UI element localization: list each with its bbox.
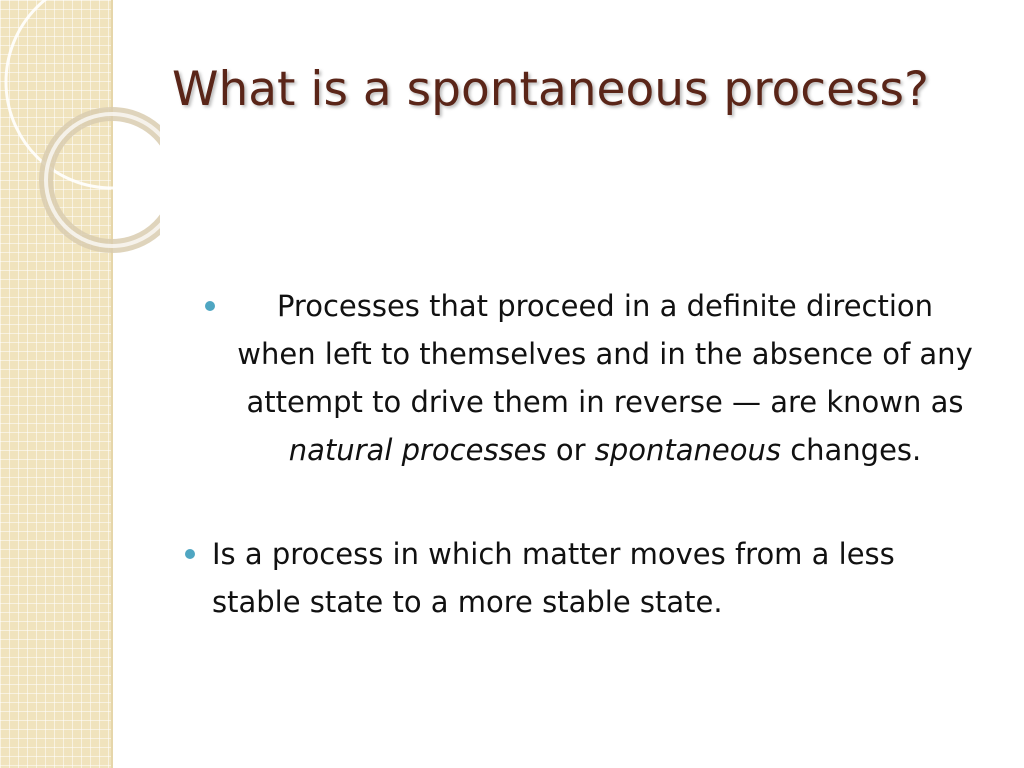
bullet-1-text-before: Processes that proceed in a definite direction when left to themselves and in the absence of any attempt to drive them in reverse — are known as [237,289,973,419]
bullet-marker-icon [205,301,215,311]
bullet-1-text-after: changes. [780,433,922,467]
bullet-marker-icon [185,549,195,559]
decorative-ring-large [6,0,160,188]
bullet-item-2: Is a process in which matter moves from a less stable state to a more stable state. [212,537,895,619]
decorative-ring-small-highlight [46,114,160,246]
slide-title: What is a spontaneous process? [172,62,929,117]
bullet-1-italic-natural-processes: natural processes [288,433,547,467]
bullet-item-1 [234,282,976,474]
bullet-1-text-middle: or [546,433,595,467]
bullet-1-italic-spontaneous: spontaneous [594,433,781,467]
decorative-rings [0,0,160,260]
